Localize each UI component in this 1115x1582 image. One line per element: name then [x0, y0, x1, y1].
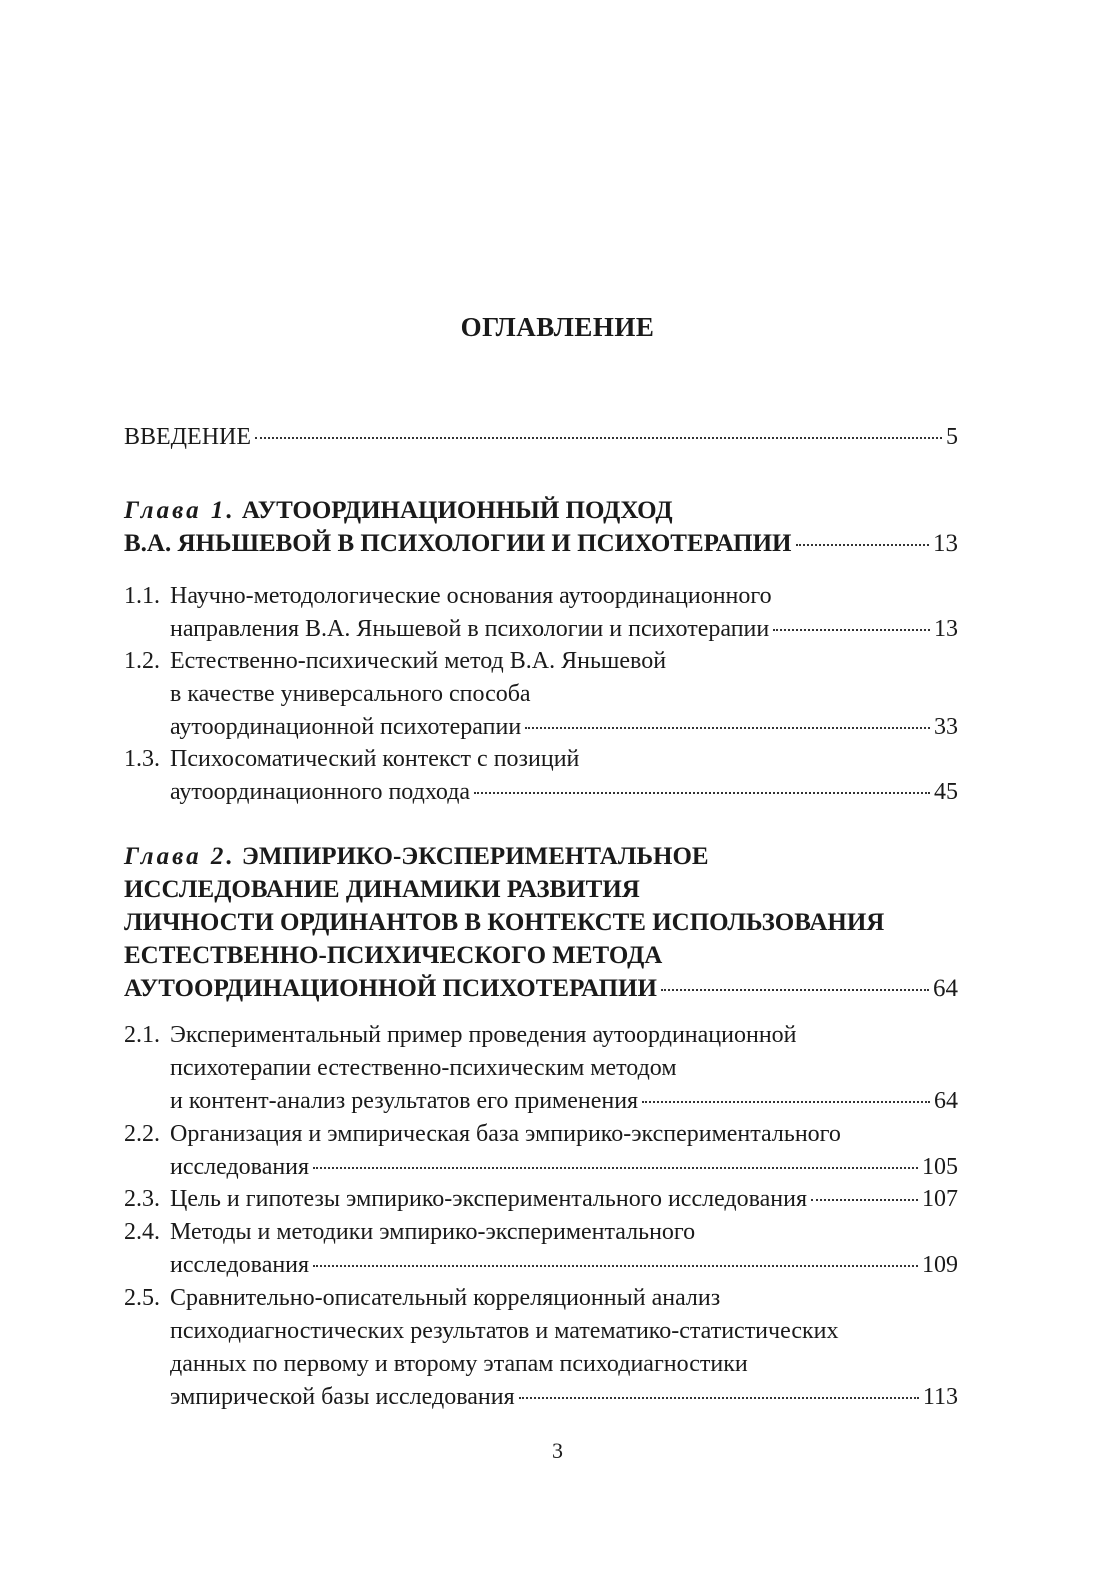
chapter-title-line: АУТООРДИНАЦИОННОЙ ПСИХОТЕРАПИИ [124, 975, 657, 1002]
page-ref: 64 [933, 975, 958, 1002]
section-title-line: эмпирической базы исследования [170, 1384, 515, 1410]
section-number: 2.3. [124, 1186, 160, 1212]
section-title-line: аутоординационной психотерапии [170, 714, 522, 740]
page-title: ОГЛАВЛЕНИЕ [460, 312, 655, 342]
page-ref: 13 [934, 616, 958, 642]
toc-section-2-5[interactable] [124, 1282, 958, 1414]
chapter-label: Глава 2. [124, 843, 236, 870]
toc-section-1-1[interactable] [124, 580, 958, 646]
chapter-title-line: ЛИЧНОСТИ ОРДИНАНТОВ В КОНТЕКСТЕ ИСПОЛЬЗОВАНИЯ [124, 909, 885, 936]
chapter-title-line: АУТООРДИНАЦИОННЫЙ ПОДХОД [241, 497, 673, 524]
section-title-line: Цель и гипотезы эмпирико-экспериментального исследования [170, 1186, 808, 1212]
page-ref: 109 [922, 1252, 958, 1278]
dot-leader [313, 1265, 918, 1267]
dot-leader [519, 1397, 919, 1399]
entry-title: ВВЕДЕНИЕ [124, 424, 252, 450]
section-title-line: Научно-методологические основания аутоординационного [170, 583, 772, 609]
toc-section-2-2[interactable] [124, 1118, 958, 1184]
toc-chapter-2[interactable] [124, 840, 958, 1005]
section-title-line: Сравнительно-описательный корреляционный анализ [170, 1285, 721, 1311]
toc-entry-intro[interactable] [124, 421, 958, 454]
page-number: 3 [552, 1438, 563, 1463]
section-title-line: Психосоматический контекст с позиций [170, 746, 580, 772]
section-title-line: Организация и эмпирическая база эмпирико-экспериментального [170, 1121, 841, 1147]
section-number: 1.1. [124, 583, 160, 609]
section-title-line: исследования [170, 1154, 310, 1180]
page-ref: 33 [934, 714, 958, 740]
section-number: 2.5. [124, 1285, 160, 1311]
dot-leader [642, 1101, 930, 1103]
section-number: 1.3. [124, 746, 160, 772]
page-ref: 107 [922, 1186, 958, 1212]
dot-leader [773, 629, 930, 631]
page-ref: 45 [934, 779, 958, 805]
page-ref: 64 [934, 1088, 958, 1114]
page-ref: 105 [922, 1154, 958, 1180]
chapter-label: Глава 1. [124, 497, 236, 524]
dot-leader [313, 1167, 918, 1169]
section-title-line: в качестве универсального способа [170, 681, 531, 707]
page-ref: 5 [946, 424, 958, 450]
page-ref: 113 [922, 1384, 958, 1410]
dot-leader [661, 989, 929, 991]
dot-leader [474, 792, 930, 794]
section-number: 2.2. [124, 1121, 160, 1147]
section-title-line: психодиагностических результатов и математико-статистических [170, 1318, 839, 1344]
toc-section-1-3[interactable] [124, 743, 958, 809]
section-title-line: Естественно-психический метод В.А. Яньшевой [170, 648, 667, 674]
section-title-line: психотерапии естественно-психическим методом [170, 1055, 677, 1081]
section-title-line: исследования [170, 1252, 310, 1278]
chapter-title-line: ИССЛЕДОВАНИЕ ДИНАМИКИ РАЗВИТИЯ [124, 876, 640, 903]
toc-section-1-2[interactable] [124, 645, 958, 744]
section-number: 2.1. [124, 1022, 160, 1048]
dot-leader [811, 1199, 918, 1201]
section-title-line: направления В.А. Яньшевой в психологии и психотерапии [170, 616, 770, 642]
dot-leader [525, 727, 930, 729]
toc-section-2-3[interactable] [124, 1183, 958, 1216]
section-title-line: Методы и методики эмпирико-экспериментального [170, 1219, 696, 1245]
section-title-line: Экспериментальный пример проведения аутоординационной [170, 1022, 797, 1048]
chapter-title-line: В.А. ЯНЬШЕВОЙ В ПСИХОЛОГИИ И ПСИХОТЕРАПИИ [124, 530, 792, 557]
toc-section-2-1[interactable] [124, 1019, 958, 1118]
section-number: 1.2. [124, 648, 160, 674]
dot-leader [796, 544, 930, 546]
section-title-line: аутоординационного подхода [170, 779, 471, 805]
chapter-title-line: ЕСТЕСТВЕННО-ПСИХИЧЕСКОГО МЕТОДА [124, 942, 663, 969]
toc-chapter-1[interactable] [124, 494, 958, 560]
chapter-title-line: ЭМПИРИКО-ЭКСПЕРИМЕНТАЛЬНОЕ [241, 843, 709, 870]
toc-section-2-4[interactable] [124, 1216, 958, 1282]
page-ref: 13 [933, 530, 958, 557]
section-title-line: данных по первому и второму этапам психодиагностики [170, 1351, 748, 1377]
section-number: 2.4. [124, 1219, 160, 1245]
dot-leader [255, 437, 942, 439]
section-title-line: и контент-анализ результатов его применения [170, 1088, 639, 1114]
